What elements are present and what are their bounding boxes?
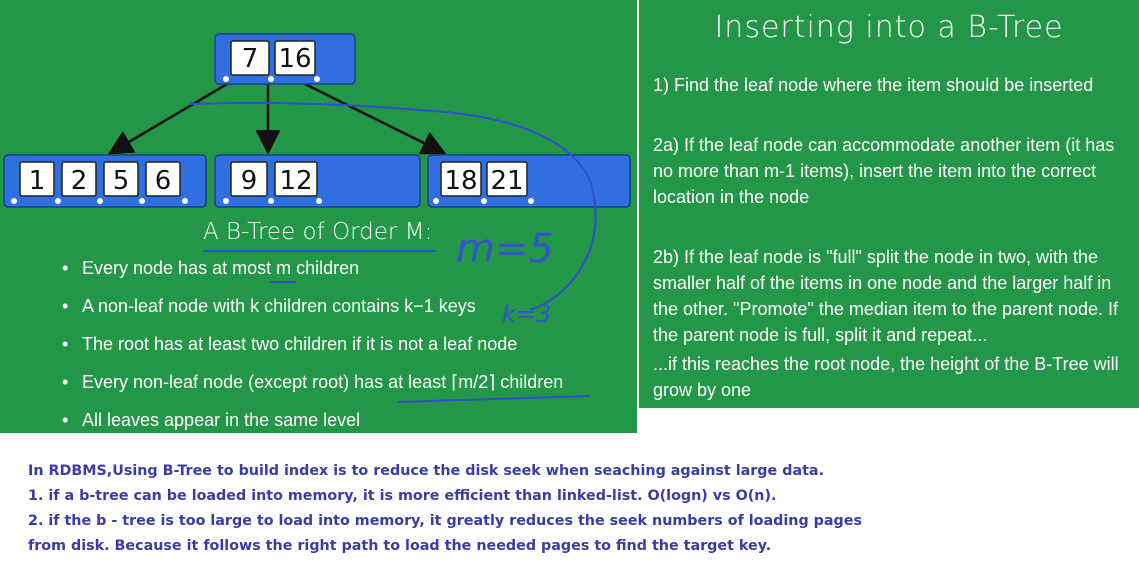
leaf1-key-3: 5 [112, 166, 130, 196]
insertion-step-2a: 2a) If the leaf node can accommodate another item (it has no more than m-1 items), insert the item into the correct location in the node [653, 135, 1115, 207]
annotation-k: k=3 [502, 300, 552, 328]
insertion-step-2b-cont: ...if this reaches the root node, the height of the B-Tree will grow by one [653, 354, 1119, 400]
insertion-title: Inserting into a B-Tree [714, 10, 1064, 45]
subtitle: A B-Tree of Order M: [203, 219, 433, 245]
edge-root-leaf1 [112, 84, 227, 152]
root-node [215, 34, 355, 84]
leaf-node-2 [215, 155, 420, 207]
property-item: • The root has at least two children if it is not a leaf node [62, 334, 518, 354]
leaf3-key-2: 21 [490, 166, 524, 196]
note-line: from disk. Because it follows the right path to load the needed pages to find the target key. [28, 538, 772, 554]
properties-list [62, 254, 622, 444]
leaf2-key-1: 9 [240, 166, 258, 196]
notes-block [28, 459, 862, 559]
leaf-node-3 [428, 155, 630, 207]
edge-root-leaf3 [305, 84, 442, 152]
leaf3-key-1: 18 [444, 166, 478, 196]
insertion-step-2b: 2b) If the leaf node is "full" split the node in two, with the smaller half of the items in one node and the larger half in the other. "Promote" the median item to the parent node. If the parent node is full, split it and repeat... [653, 247, 1119, 345]
leaf1-key-4: 6 [154, 166, 172, 196]
insertion-step-1: 1) Find the leaf node where the item should be inserted [653, 75, 1094, 95]
root-key-1: 7 [241, 44, 259, 74]
leaf2-key-2: 12 [279, 166, 313, 196]
note-line: In RDBMS,Using B-Tree to build index is to reduce the disk seek when seaching against large data. [28, 463, 825, 479]
property-item: • Every non-leaf node (except root) has at least ⌈m/2⌉ children [62, 372, 564, 392]
annotation-m: m=5 [456, 226, 554, 272]
property-item: • All leaves appear in the same level [62, 410, 361, 430]
note-line: 1. if a b-tree can be loaded into memory, it is more efficient than linked-list. O(logn) vs O(n). [28, 488, 777, 504]
property-item: • Every node has at most m children [62, 258, 360, 278]
leaf1-key-2: 2 [70, 166, 88, 196]
leaf1-key-1: 1 [28, 166, 46, 196]
root-key-2: 16 [278, 44, 312, 74]
property-item: • A non-leaf node with k children contains k−1 keys [62, 296, 476, 316]
leaf-node-1 [4, 155, 206, 207]
note-line: 2. if the b - tree is too large to load into memory, it greatly reduces the seek numbers of loading pages [28, 513, 863, 529]
